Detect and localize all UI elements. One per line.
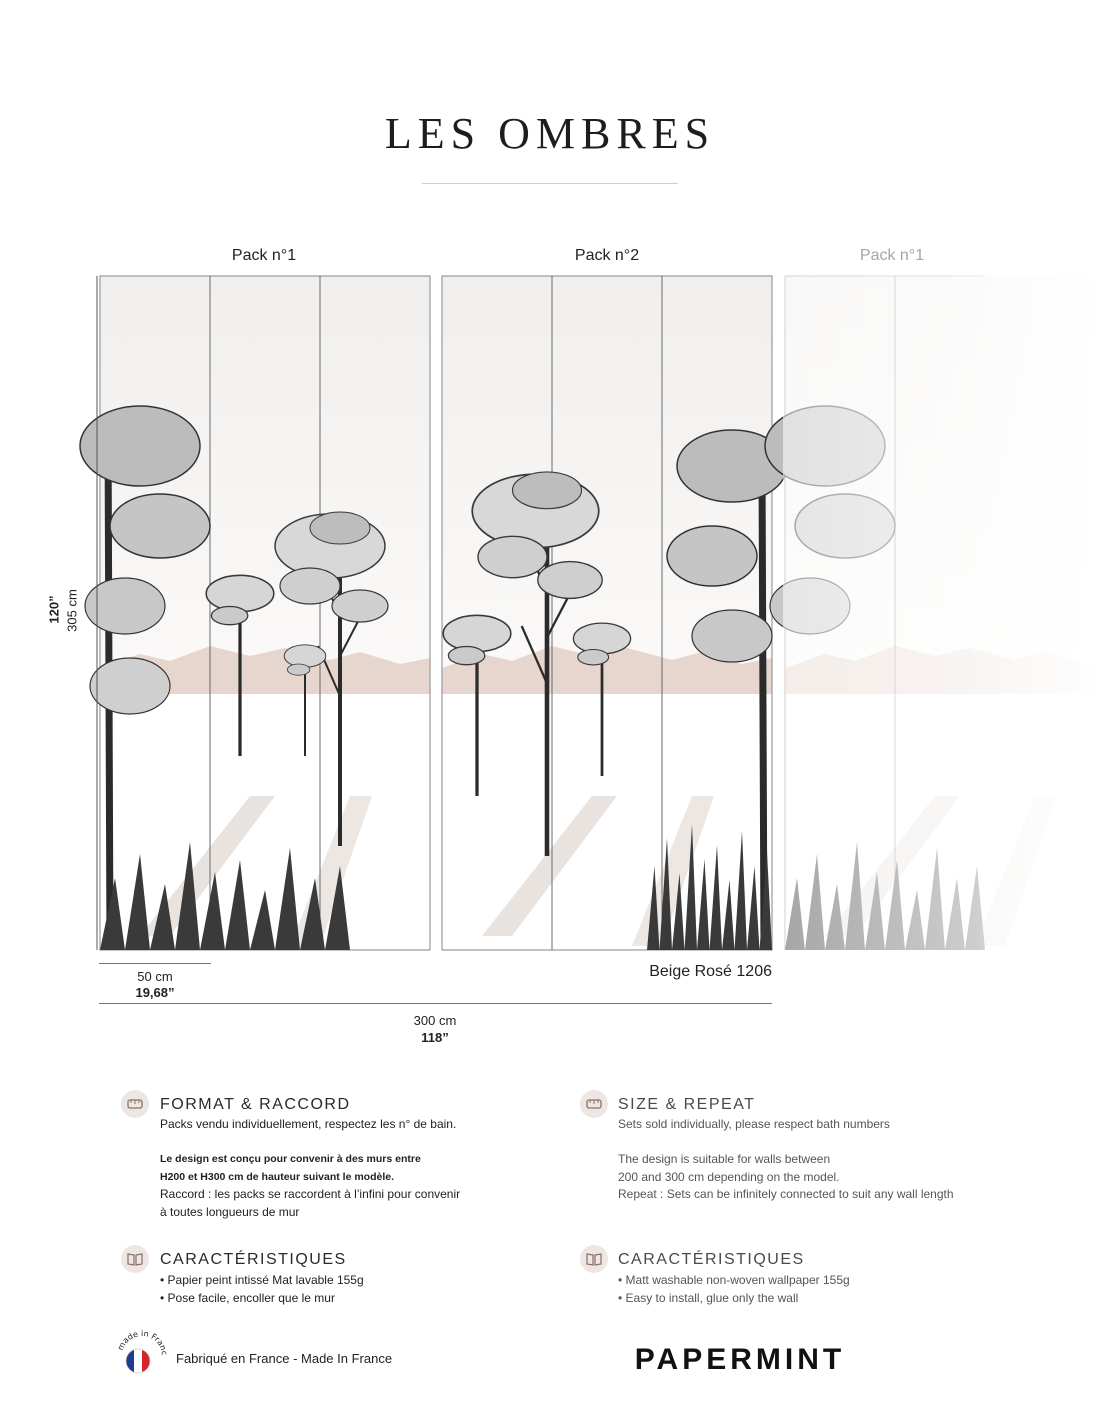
pack-1-label: Pack n°1 <box>231 247 297 264</box>
format-en-line3: 200 and 300 cm depending on the model. <box>618 1170 840 1184</box>
format-fr-line3: H200 et H300 cm de hauteur suivant le modèle. <box>160 1171 395 1183</box>
format-en-line1: Sets sold individually, please respect bath numbers <box>618 1117 890 1131</box>
format-en-heading: SIZE & REPEAT <box>618 1096 756 1113</box>
strip-width-cm: 50 cm <box>137 969 173 984</box>
measure-icon <box>121 1090 149 1118</box>
book-icon <box>580 1245 608 1273</box>
format-en-line4: Repeat : Sets can be infinitely connected to suit any wall length <box>618 1187 954 1201</box>
format-en-line2: The design is suitable for walls between <box>618 1152 831 1166</box>
total-width-cm: 300 cm <box>413 1013 457 1028</box>
total-dim-line <box>99 1003 772 1004</box>
carac-fr-heading: CARACTÉRISTIQUES <box>160 1251 347 1268</box>
carac-en-heading: CARACTÉRISTIQUES <box>618 1251 805 1268</box>
book-icon <box>121 1245 149 1273</box>
carac-fr-line1: • Papier peint intissé Mat lavable 155g <box>160 1273 364 1287</box>
strip-dim-line <box>99 963 211 964</box>
height-inches: 120” <box>46 595 62 624</box>
height-cm: 305 cm <box>64 589 80 632</box>
title-divider <box>422 183 678 184</box>
format-fr-line1: Packs vendu individuellement, respectez les n° de bain. <box>160 1117 457 1131</box>
colorway-label: Beige Rosé 1206 <box>649 963 772 980</box>
carac-en-line1: • Matt washable non-woven wallpaper 155g <box>618 1273 850 1287</box>
pack-3-label: Pack n°1 <box>859 247 925 264</box>
strip-width-in: 19,68” <box>135 985 175 1000</box>
pack-1-panels <box>80 276 430 954</box>
format-fr-line5: à toutes longueurs de mur <box>160 1205 300 1219</box>
pack-3-panels <box>765 274 1100 954</box>
format-fr-heading: FORMAT & RACCORD <box>160 1096 351 1113</box>
format-fr-line4: Raccord : les packs se raccordent à l’infini pour convenir <box>160 1187 461 1201</box>
format-fr-line2: Le design est conçu pour convenir à des murs entre <box>160 1153 421 1165</box>
carac-en-line2: • Easy to install, glue only the wall <box>618 1291 799 1305</box>
made-badge-text: made in Fran <box>116 1330 168 1352</box>
carac-fr-line2: • Pose facile, encoller que le mur <box>160 1291 335 1305</box>
pack-2-panels <box>442 276 787 954</box>
measure-icon <box>580 1090 608 1118</box>
made-in-france-text: Fabriqué en France - Made In France <box>176 1351 393 1366</box>
made-in-france-badge <box>116 1330 168 1382</box>
total-width-in: 118” <box>421 1030 449 1045</box>
page-title: LES OMBRES <box>384 109 716 158</box>
mural-illustration <box>0 260 1100 960</box>
brand-logo: PAPERMINT <box>634 1343 846 1376</box>
pack-2-label: Pack n°2 <box>574 247 640 264</box>
